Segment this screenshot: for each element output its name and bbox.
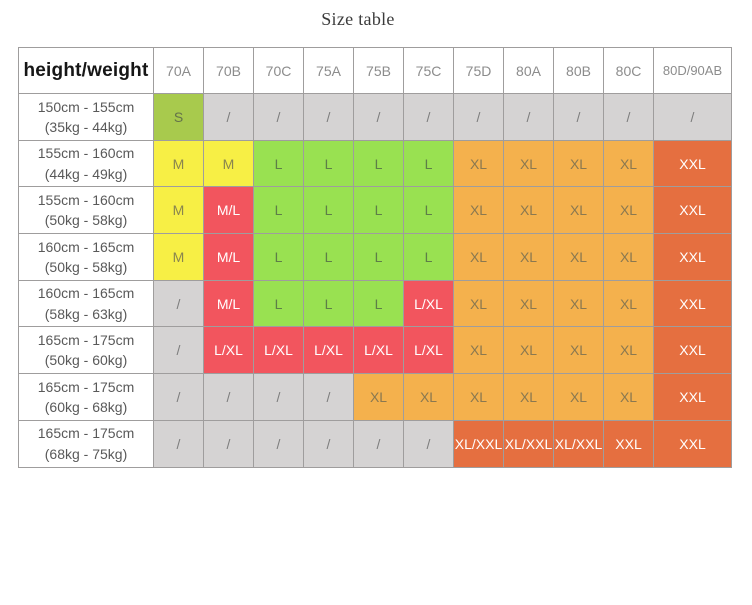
size-cell: XL	[454, 234, 504, 281]
table-row	[19, 187, 732, 234]
row-height-range: 160cm - 165cm	[37, 238, 135, 255]
size-cell: XL	[604, 327, 654, 374]
size-cell: XL	[504, 280, 554, 327]
row-height-range: 165cm - 175cm	[37, 378, 135, 395]
size-cell: XL	[604, 374, 654, 421]
table-row	[19, 94, 732, 141]
table-row	[19, 420, 732, 467]
size-cell: XL	[554, 327, 604, 374]
row-label	[19, 327, 154, 374]
table-row	[19, 140, 732, 187]
size-cell: L	[254, 140, 304, 187]
size-cell: /	[154, 420, 204, 467]
column-header: 70B	[204, 48, 254, 94]
column-header: 75D	[454, 48, 504, 94]
size-cell: /	[254, 374, 304, 421]
size-cell: L	[254, 234, 304, 281]
row-height-range: 155cm - 160cm	[37, 145, 135, 162]
size-cell: XL	[554, 187, 604, 234]
size-cell: XL/XXL	[454, 420, 504, 467]
column-header: 70A	[154, 48, 204, 94]
size-cell: /	[504, 94, 554, 141]
page-title: Size table	[321, 9, 395, 29]
table-row	[19, 234, 732, 281]
size-cell: L	[404, 140, 454, 187]
row-label	[19, 420, 154, 467]
row-label	[19, 94, 154, 141]
column-header: 70C	[254, 48, 304, 94]
size-cell: M/L	[204, 280, 254, 327]
size-cell: XL	[504, 234, 554, 281]
row-height-range: 150cm - 155cm	[37, 98, 135, 115]
size-cell: M	[154, 234, 204, 281]
size-cell: XL	[504, 374, 554, 421]
row-height-range: 160cm - 165cm	[37, 285, 135, 302]
size-cell: XXL	[654, 420, 732, 467]
row-weight-range: (50kg - 60kg)	[44, 352, 128, 369]
size-cell: XL/XXL	[504, 420, 554, 467]
size-cell: XL	[454, 187, 504, 234]
size-cell: XXL	[654, 234, 732, 281]
size-cell: L	[404, 187, 454, 234]
size-cell: /	[604, 94, 654, 141]
size-cell: /	[154, 327, 204, 374]
row-weight-range: (50kg - 58kg)	[44, 258, 128, 275]
size-cell: XL/XXL	[554, 420, 604, 467]
size-cell: XXL	[654, 280, 732, 327]
size-cell: XXL	[654, 140, 732, 187]
size-cell: L	[354, 140, 404, 187]
row-weight-range: (44kg - 49kg)	[44, 165, 128, 182]
size-cell: XL	[454, 280, 504, 327]
size-cell: S	[154, 94, 204, 141]
size-cell: XL	[604, 234, 654, 281]
size-cell: XL	[554, 234, 604, 281]
column-header: 80C	[604, 48, 654, 94]
size-cell: XL	[404, 374, 454, 421]
column-header: 80A	[504, 48, 554, 94]
size-cell: L	[304, 234, 354, 281]
table-row	[19, 327, 732, 374]
size-cell: M/L	[204, 234, 254, 281]
row-weight-range: (35kg - 44kg)	[44, 118, 128, 135]
size-cell: L	[354, 234, 404, 281]
size-cell: L/XL	[304, 327, 354, 374]
row-weight-range: (58kg - 63kg)	[44, 305, 128, 322]
size-cell: L/XL	[404, 280, 454, 327]
table-row	[19, 280, 732, 327]
size-cell: XL	[504, 187, 554, 234]
column-header: 75B	[354, 48, 404, 94]
size-cell: M	[154, 187, 204, 234]
size-cell: /	[204, 420, 254, 467]
size-cell: /	[404, 420, 454, 467]
size-cell: M/L	[204, 187, 254, 234]
size-cell: /	[404, 94, 454, 141]
size-cell: XL	[554, 140, 604, 187]
table-row	[19, 374, 732, 421]
header-row	[19, 48, 732, 94]
size-cell: XL	[454, 140, 504, 187]
size-cell: XL	[604, 280, 654, 327]
size-cell: /	[154, 374, 204, 421]
row-weight-range: (68kg - 75kg)	[44, 445, 128, 462]
row-height-range: 165cm - 175cm	[37, 331, 135, 348]
size-cell: /	[654, 94, 732, 141]
size-cell: XL	[604, 140, 654, 187]
column-header: 80B	[554, 48, 604, 94]
size-cell: /	[354, 94, 404, 141]
size-cell: M	[154, 140, 204, 187]
column-header: 75C	[404, 48, 454, 94]
row-label	[19, 374, 154, 421]
size-cell: L	[354, 280, 404, 327]
size-cell: L	[354, 187, 404, 234]
size-cell: /	[204, 374, 254, 421]
size-cell: L/XL	[254, 327, 304, 374]
row-label	[19, 280, 154, 327]
size-cell: /	[304, 94, 354, 141]
size-cell: XXL	[654, 327, 732, 374]
size-cell: /	[254, 420, 304, 467]
size-cell: XL	[454, 327, 504, 374]
size-cell: /	[304, 374, 354, 421]
size-cell: XL	[554, 374, 604, 421]
row-height-range: 155cm - 160cm	[37, 191, 135, 208]
size-cell: L	[304, 280, 354, 327]
row-label	[19, 187, 154, 234]
size-cell: XL	[354, 374, 404, 421]
corner-header: height/weight	[19, 48, 154, 94]
size-cell: L/XL	[354, 327, 404, 374]
size-cell: XXL	[604, 420, 654, 467]
size-cell: M	[204, 140, 254, 187]
size-cell: L	[254, 280, 304, 327]
size-cell: /	[554, 94, 604, 141]
size-cell: XL	[604, 187, 654, 234]
row-weight-range: (50kg - 58kg)	[44, 212, 128, 229]
column-header: 80D/90AB	[654, 48, 732, 94]
size-cell: XL	[454, 374, 504, 421]
size-cell: /	[454, 94, 504, 141]
row-weight-range: (60kg - 68kg)	[44, 398, 128, 415]
row-label	[19, 140, 154, 187]
size-cell: /	[354, 420, 404, 467]
size-cell: /	[304, 420, 354, 467]
row-height-range: 165cm - 175cm	[37, 425, 135, 442]
size-cell: L	[304, 140, 354, 187]
size-cell: XL	[554, 280, 604, 327]
size-table	[18, 47, 732, 468]
size-cell: /	[254, 94, 304, 141]
size-cell: L/XL	[204, 327, 254, 374]
size-cell: /	[154, 280, 204, 327]
size-cell: /	[204, 94, 254, 141]
row-label	[19, 234, 154, 281]
size-cell: XXL	[654, 374, 732, 421]
size-cell: XL	[504, 140, 554, 187]
size-cell: XL	[504, 327, 554, 374]
size-cell: L	[254, 187, 304, 234]
size-cell: XXL	[654, 187, 732, 234]
size-cell: L	[304, 187, 354, 234]
size-cell: L/XL	[404, 327, 454, 374]
size-cell: L	[404, 234, 454, 281]
column-header: 75A	[304, 48, 354, 94]
table-body	[19, 94, 732, 468]
